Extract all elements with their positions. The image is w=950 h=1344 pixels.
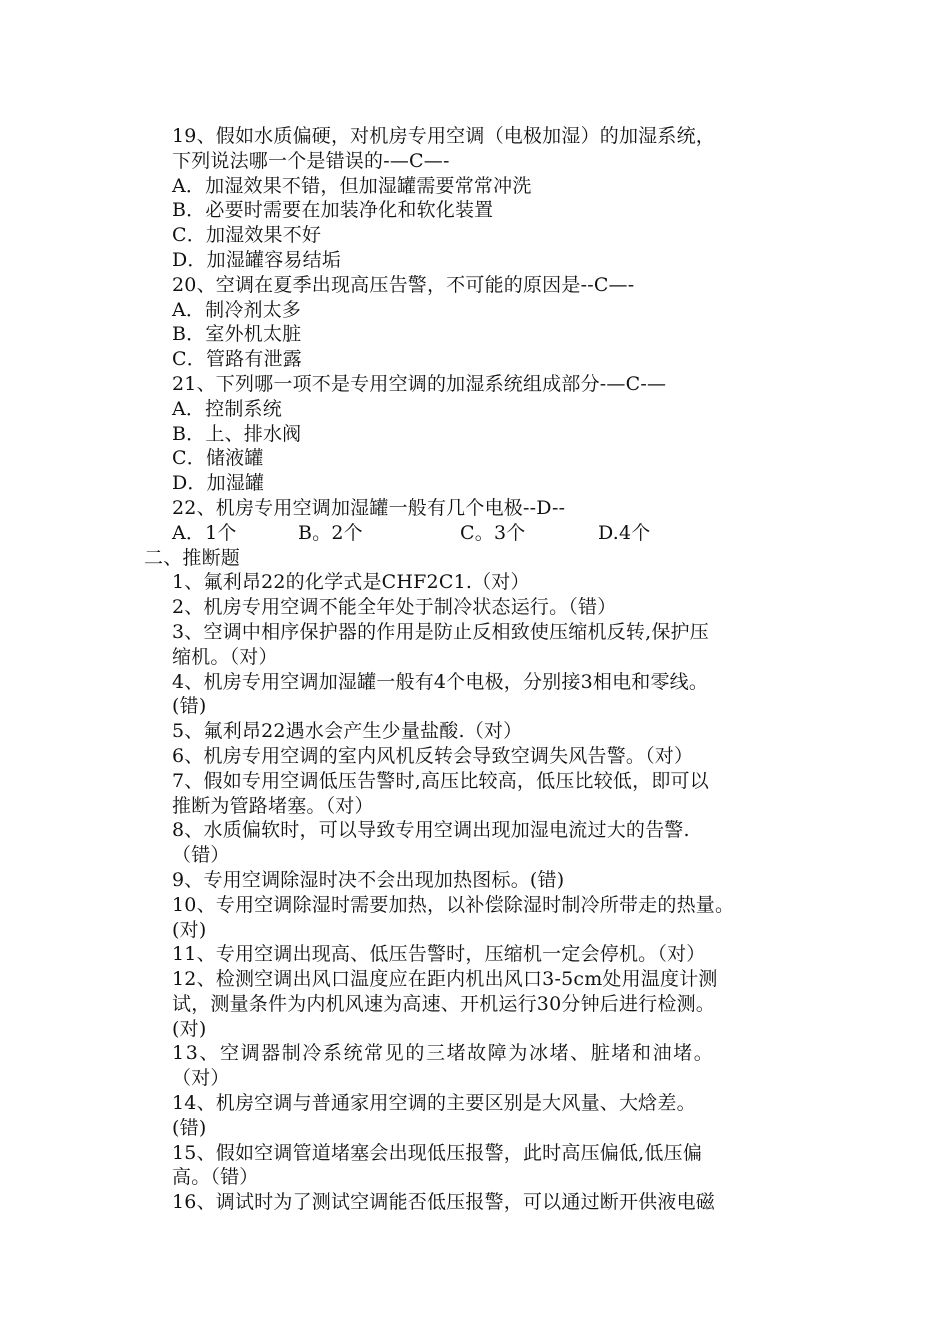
q19-stem-line1: 19、假如水质偏硬，对机房专用空调（电极加湿）的加湿系统， [172,125,715,147]
q21-option-d: D．加湿罐 [172,472,265,495]
section-heading: 二、推断题 [144,546,241,569]
q21-option-b: B．上、排水阀 [172,422,302,445]
section-line: 4、机房专用空调加湿罐一般有4个电极，分别接3相电和零线。 [172,670,709,693]
q22-option-a: A．1个 [172,521,237,544]
section-line: 15、假如空调管道堵塞会出现低压报警，此时高压偏低,低压偏 [172,1141,703,1164]
section-line: (对) [172,1017,207,1040]
q19-option-a: A．加湿效果不错，但加湿罐需要常常冲洗 [172,174,532,197]
section-line: 8、水质偏软时，可以导致专用空调出现加湿电流过大的告警. [172,819,690,842]
section-line: 6、机房专用空调的室内风机反转会导致空调失风告警。（对） [172,744,694,767]
section-line: 2、机房专用空调不能全年处于制冷状态运行。（错） [172,596,617,619]
section-line: （对） [172,1067,230,1090]
document-body [144,124,832,1215]
q19-option-c: C．加湿效果不好 [172,224,322,247]
section-line: 推断为管路堵塞。（对） [172,794,374,817]
q21-option-a: A．控制系统 [172,397,282,420]
section-line: 3、空调中相序保护器的作用是防止反相致使压缩机反转,保护压 [172,620,709,643]
section-line: 高。（错） [172,1166,259,1189]
q22-option-d: D.4个 [598,521,651,544]
section-line: (错) [172,1116,207,1139]
section-line: 10、专用空调除湿时需要加热，以补偿除湿时制冷所带走的热量。 [172,893,735,916]
q20-option-a: A．制冷剂太多 [172,298,302,321]
q21-stem: 21、下列哪一项不是专用空调的加湿系统组成部分-—C-— [172,372,667,395]
q22-stem: 22、机房专用空调加湿罐一般有几个电极--D-- [172,496,566,519]
section-line: 11、专用空调出现高、低压告警时，压缩机一定会停机。（对） [172,943,706,966]
section-line: (错) [172,695,207,718]
section-line: 14、机房空调与普通家用空调的主要区别是大风量、大焓差。 [172,1092,696,1115]
section-line: 12、检测空调出风口温度应在距内机出风口3-5cm处用温度计测 [172,968,718,991]
section-line: 7、假如专用空调低压告警时,高压比较高，低压比较低，即可以 [172,769,709,792]
q22-option-b: B。2个 [298,521,363,544]
q22-options [172,521,832,546]
q20-stem: 20、空调在夏季出现高压告警，不可能的原因是--C—- [172,273,635,296]
section-line: 缩机。（对） [172,645,278,668]
section-line: (对) [172,918,207,941]
q22-option-c: C。3个 [460,521,526,544]
section-line: 1、氟利昂22的化学式是CHF2C1.（对） [172,571,530,594]
section-line: 试，测量条件为内机风速为高速、开机运行30分钟后进行检测。 [172,992,715,1015]
section-line: 16、调试时为了测试空调能否低压报警，可以通过断开供液电磁 [172,1191,715,1214]
q19-stem-line2: 下列说法哪一个是错误的-—C—- [172,149,450,172]
q20-option-b: B．室外机太脏 [172,323,302,346]
q19-option-b: B．必要时需要在加装净化和软化装置 [172,199,494,222]
section-line: （错） [172,844,230,867]
q21-option-c: C．储液罐 [172,447,264,470]
section-line: 9、专用空调除湿时决不会出现加热图标。(错) [172,868,565,891]
section-line: 13、空调器制冷系统常见的三堵故障为冰堵、脏堵和油堵。 [172,1042,715,1065]
q19-option-d: D．加湿罐容易结垢 [172,248,342,271]
section-line: 5、氟利昂22遇水会产生少量盐酸.（对） [172,720,523,743]
q20-option-c: C．管路有泄露 [172,348,302,371]
